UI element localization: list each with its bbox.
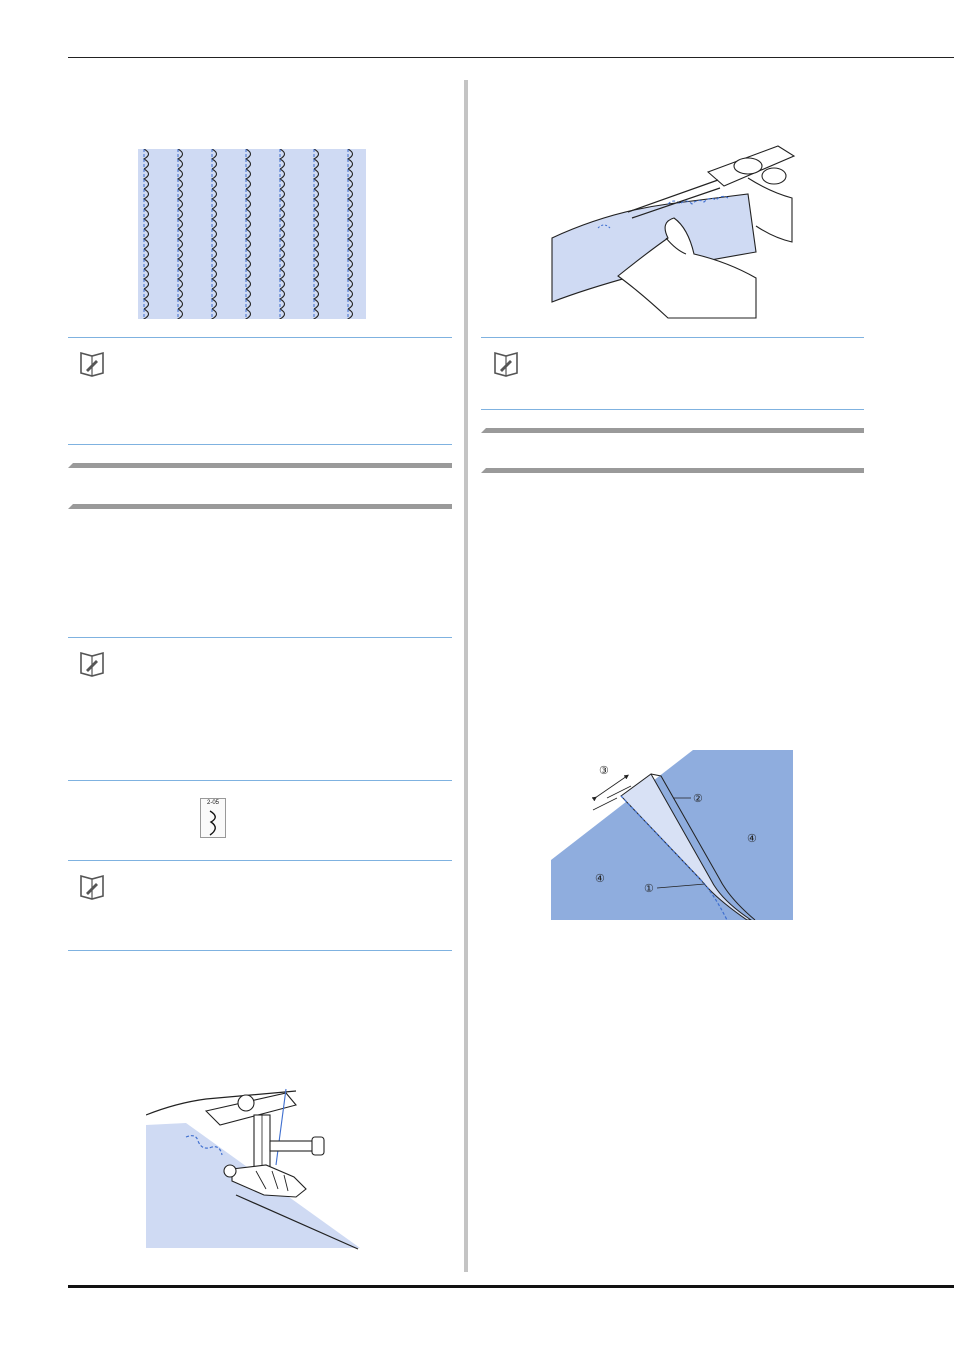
section-heading-bar (481, 468, 864, 473)
stitch-pattern-icon (200, 798, 226, 838)
section-heading-bar (481, 428, 864, 433)
memo-top-rule (68, 337, 452, 338)
trimming-scissors-figure (548, 142, 796, 320)
memo-icon (77, 648, 107, 678)
memo-bottom-rule (481, 409, 864, 410)
presser-foot-sewing-figure (146, 1085, 360, 1250)
memo-icon (77, 348, 107, 378)
footer-rule (68, 1285, 954, 1288)
memo-top-rule (68, 860, 452, 861)
memo-bottom-rule (68, 950, 452, 951)
callout-1: ① (644, 883, 654, 895)
stitch-code-label: 2-05 (206, 800, 219, 806)
header-rule (68, 57, 954, 58)
column-divider (464, 80, 468, 1272)
memo-icon (77, 871, 107, 901)
section-heading-bar (68, 504, 452, 509)
callout-4-right: ④ (747, 833, 757, 845)
scallop-glyph-icon (201, 809, 225, 837)
memo-bottom-rule (68, 780, 452, 781)
callout-4-left: ④ (595, 873, 605, 885)
section-heading-bar (68, 463, 452, 468)
callout-2: ② (693, 793, 703, 805)
scallop-stitch-sample-figure (138, 149, 366, 319)
memo-top-rule (68, 637, 452, 638)
memo-icon (491, 348, 521, 378)
callout-3: ③ (599, 765, 609, 777)
memo-top-rule (481, 337, 864, 338)
memo-bottom-rule (68, 444, 452, 445)
seam-diagram-figure (551, 750, 793, 920)
